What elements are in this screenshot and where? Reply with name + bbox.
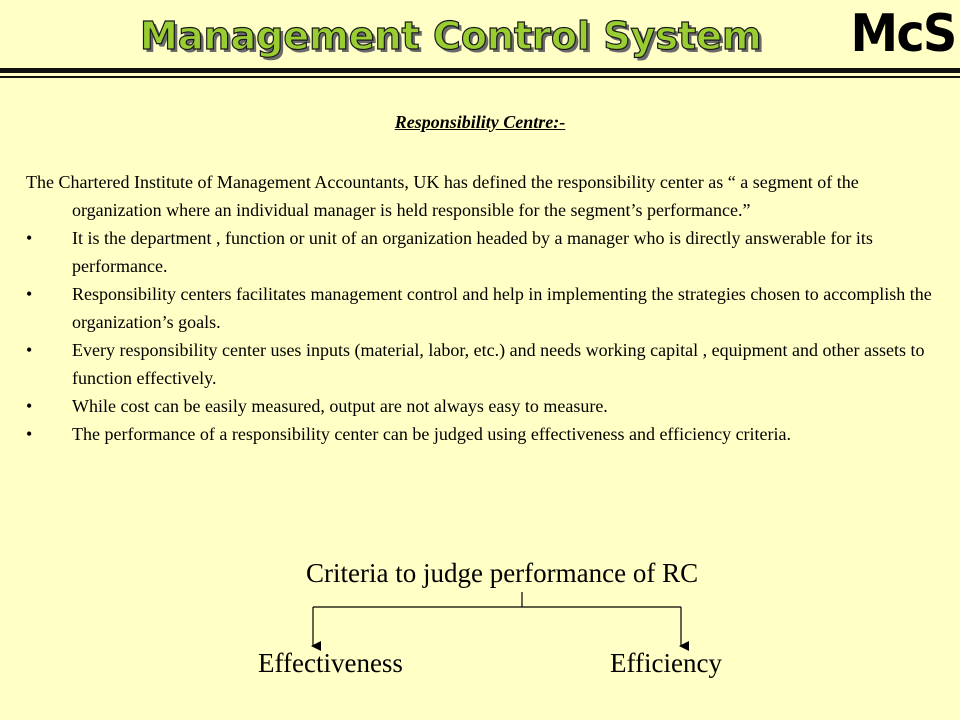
bullet-text: It is the department , function or unit of an organization headed by a manager who is directly answerable for its performance. [72, 228, 873, 276]
mcs-logo: McS [850, 4, 956, 64]
criteria-root-label: Criteria to judge performance of RC [306, 558, 699, 588]
efficiency-label: Efficiency [610, 648, 722, 678]
bullet-dot: • [26, 396, 33, 416]
bullet-dot: • [26, 340, 33, 360]
section-heading: Responsibility Centre:- [394, 112, 566, 132]
bullet-text: The performance of a responsibility center can be judged using effectiveness and efficiency criteria. [72, 424, 792, 444]
bullet-dot: • [26, 284, 33, 304]
definition-paragraph: The Chartered Institute of Management Accountants, UK has defined the responsibility center as “ a segment of the organization where an individual manager is held responsible for the segment’s performance.” [26, 172, 859, 220]
bullet-text: While cost can be easily measured, output are not always easy to measure. [72, 396, 608, 416]
bullet-text: Responsibility centers facilitates management control and help in implementing the strategies chosen to accomplish the organization’s goals. [72, 284, 932, 332]
effectiveness-label: Effectiveness [258, 648, 403, 678]
slide-title: Management Control System [140, 14, 762, 58]
bullet-text: Every responsibility center uses inputs (material, labor, etc.) and needs working capital , equipment and other assets to function effectively. [72, 340, 925, 388]
bullet-dot: • [26, 424, 33, 444]
bullet-dot: • [26, 228, 33, 248]
